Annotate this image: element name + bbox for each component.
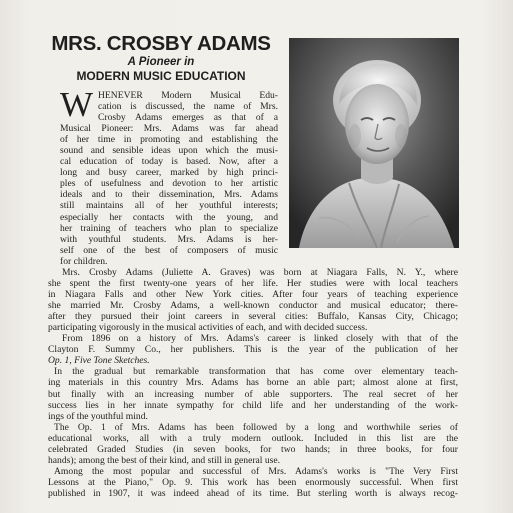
text-line: ples of usefulness and devotion to her artistic <box>60 178 278 190</box>
article-subtitle: A Pioneer in <box>127 56 195 68</box>
text-line: Mrs. Crosby Adams (Juliette A. Graves) was born at Niagara Falls, N. Y., where <box>62 267 458 278</box>
text-line: especially her contacts with the young, and <box>60 211 278 223</box>
text-line: celebrated Graded Studies (in seven books, for two hands; in three books, for four <box>48 443 458 455</box>
article-title: MRS. CROSBY ADAMS <box>51 32 271 55</box>
text-line: in Niagara Falls and other New York cities. After four years of teaching experience <box>48 289 458 301</box>
text-line: her training of teachers who plan to specialize <box>60 222 278 234</box>
text-line: Musical Pioneer: Mrs. Adams was far ahead <box>60 123 278 135</box>
text-line: long and busy career, marked by high princi- <box>60 167 278 179</box>
text-line: In the gradual but remarkable transformation that has come over elementary teach- <box>54 366 458 378</box>
text-line: she married Mr. Crosby Adams, a well-known conductor and musical educator; there- <box>48 300 458 312</box>
text-line: ideals and to their dissemination, Mrs. Adams <box>60 189 278 201</box>
text-line: of her time in promoting and establishing the <box>60 134 278 146</box>
text-line: Clayton F. Summy Co., her publishers. This is the year of the publication of her <box>48 344 458 356</box>
intro-paragraph <box>60 85 278 267</box>
text-line: Lessons at the Piano," Op. 9. This work has been enormously successful. When first <box>48 476 458 488</box>
text-line: still maintains all of her youthful interests; <box>60 200 278 212</box>
text-line: cation is discussed, the name of Mrs. <box>98 101 278 113</box>
text-line: Op. 1, Five Tone Sketches. <box>48 355 150 367</box>
text-line: self one of the best of composers of music <box>60 244 278 256</box>
text-line: published in 1907, it was indeed ahead of its time. But sterling worth is always recog- <box>48 487 458 499</box>
text-line: HENEVER Modern Musical Edu- <box>98 90 278 101</box>
text-line: Among the most popular and successful of Mrs. Adams's works is "The Very First <box>54 465 458 477</box>
text-line: for children. <box>60 255 108 267</box>
body-text <box>48 267 458 499</box>
text-line: The Op. 1 of Mrs. Adams has been followed by a long and worthwhile series of <box>54 421 458 433</box>
drop-cap: W <box>60 85 94 124</box>
text-line: hands); among the best of their kind, and still in general use. <box>48 454 281 466</box>
text-line: ing materials in this country Mrs. Adams has borne an able part; almost alone at first, <box>48 377 458 389</box>
text-line: she spent the first twenty-one years of her life. Her studies were with local teachers <box>48 278 458 290</box>
article-subtitle-second: MODERN MUSIC EDUCATION <box>76 69 246 83</box>
portrait-illustration <box>289 38 459 248</box>
text-line: From 1896 on a history of Mrs. Adams's career is linked closely with that of the <box>62 333 458 345</box>
text-line: after they pursued their joint careers in several cities: Buffalo, Kansas City, Chicago; <box>48 311 458 323</box>
text-line: participating vigorously in the musical activities of each, and with decided success. <box>48 322 368 334</box>
portrait-photo <box>289 38 459 248</box>
text-line: but finally with an increasing number of able supporters. The real secret of her <box>48 388 458 400</box>
text-line: ings of the youthful mind. <box>48 410 148 422</box>
text-line: Crosby Adams emerges as that of a <box>98 112 278 124</box>
text-line: with youthful students. Mrs. Adams is her- <box>60 233 278 245</box>
text-line: sound and sensible ideas upon which the musi- <box>60 145 278 157</box>
text-line: educational works, all with a truly modern outlook. Included in this list are the <box>48 432 458 444</box>
text-line: cal education of today is based. Now, after a <box>60 156 278 168</box>
text-line: success lies in her innate sympathy for child life and her understanding of the work- <box>48 399 458 411</box>
